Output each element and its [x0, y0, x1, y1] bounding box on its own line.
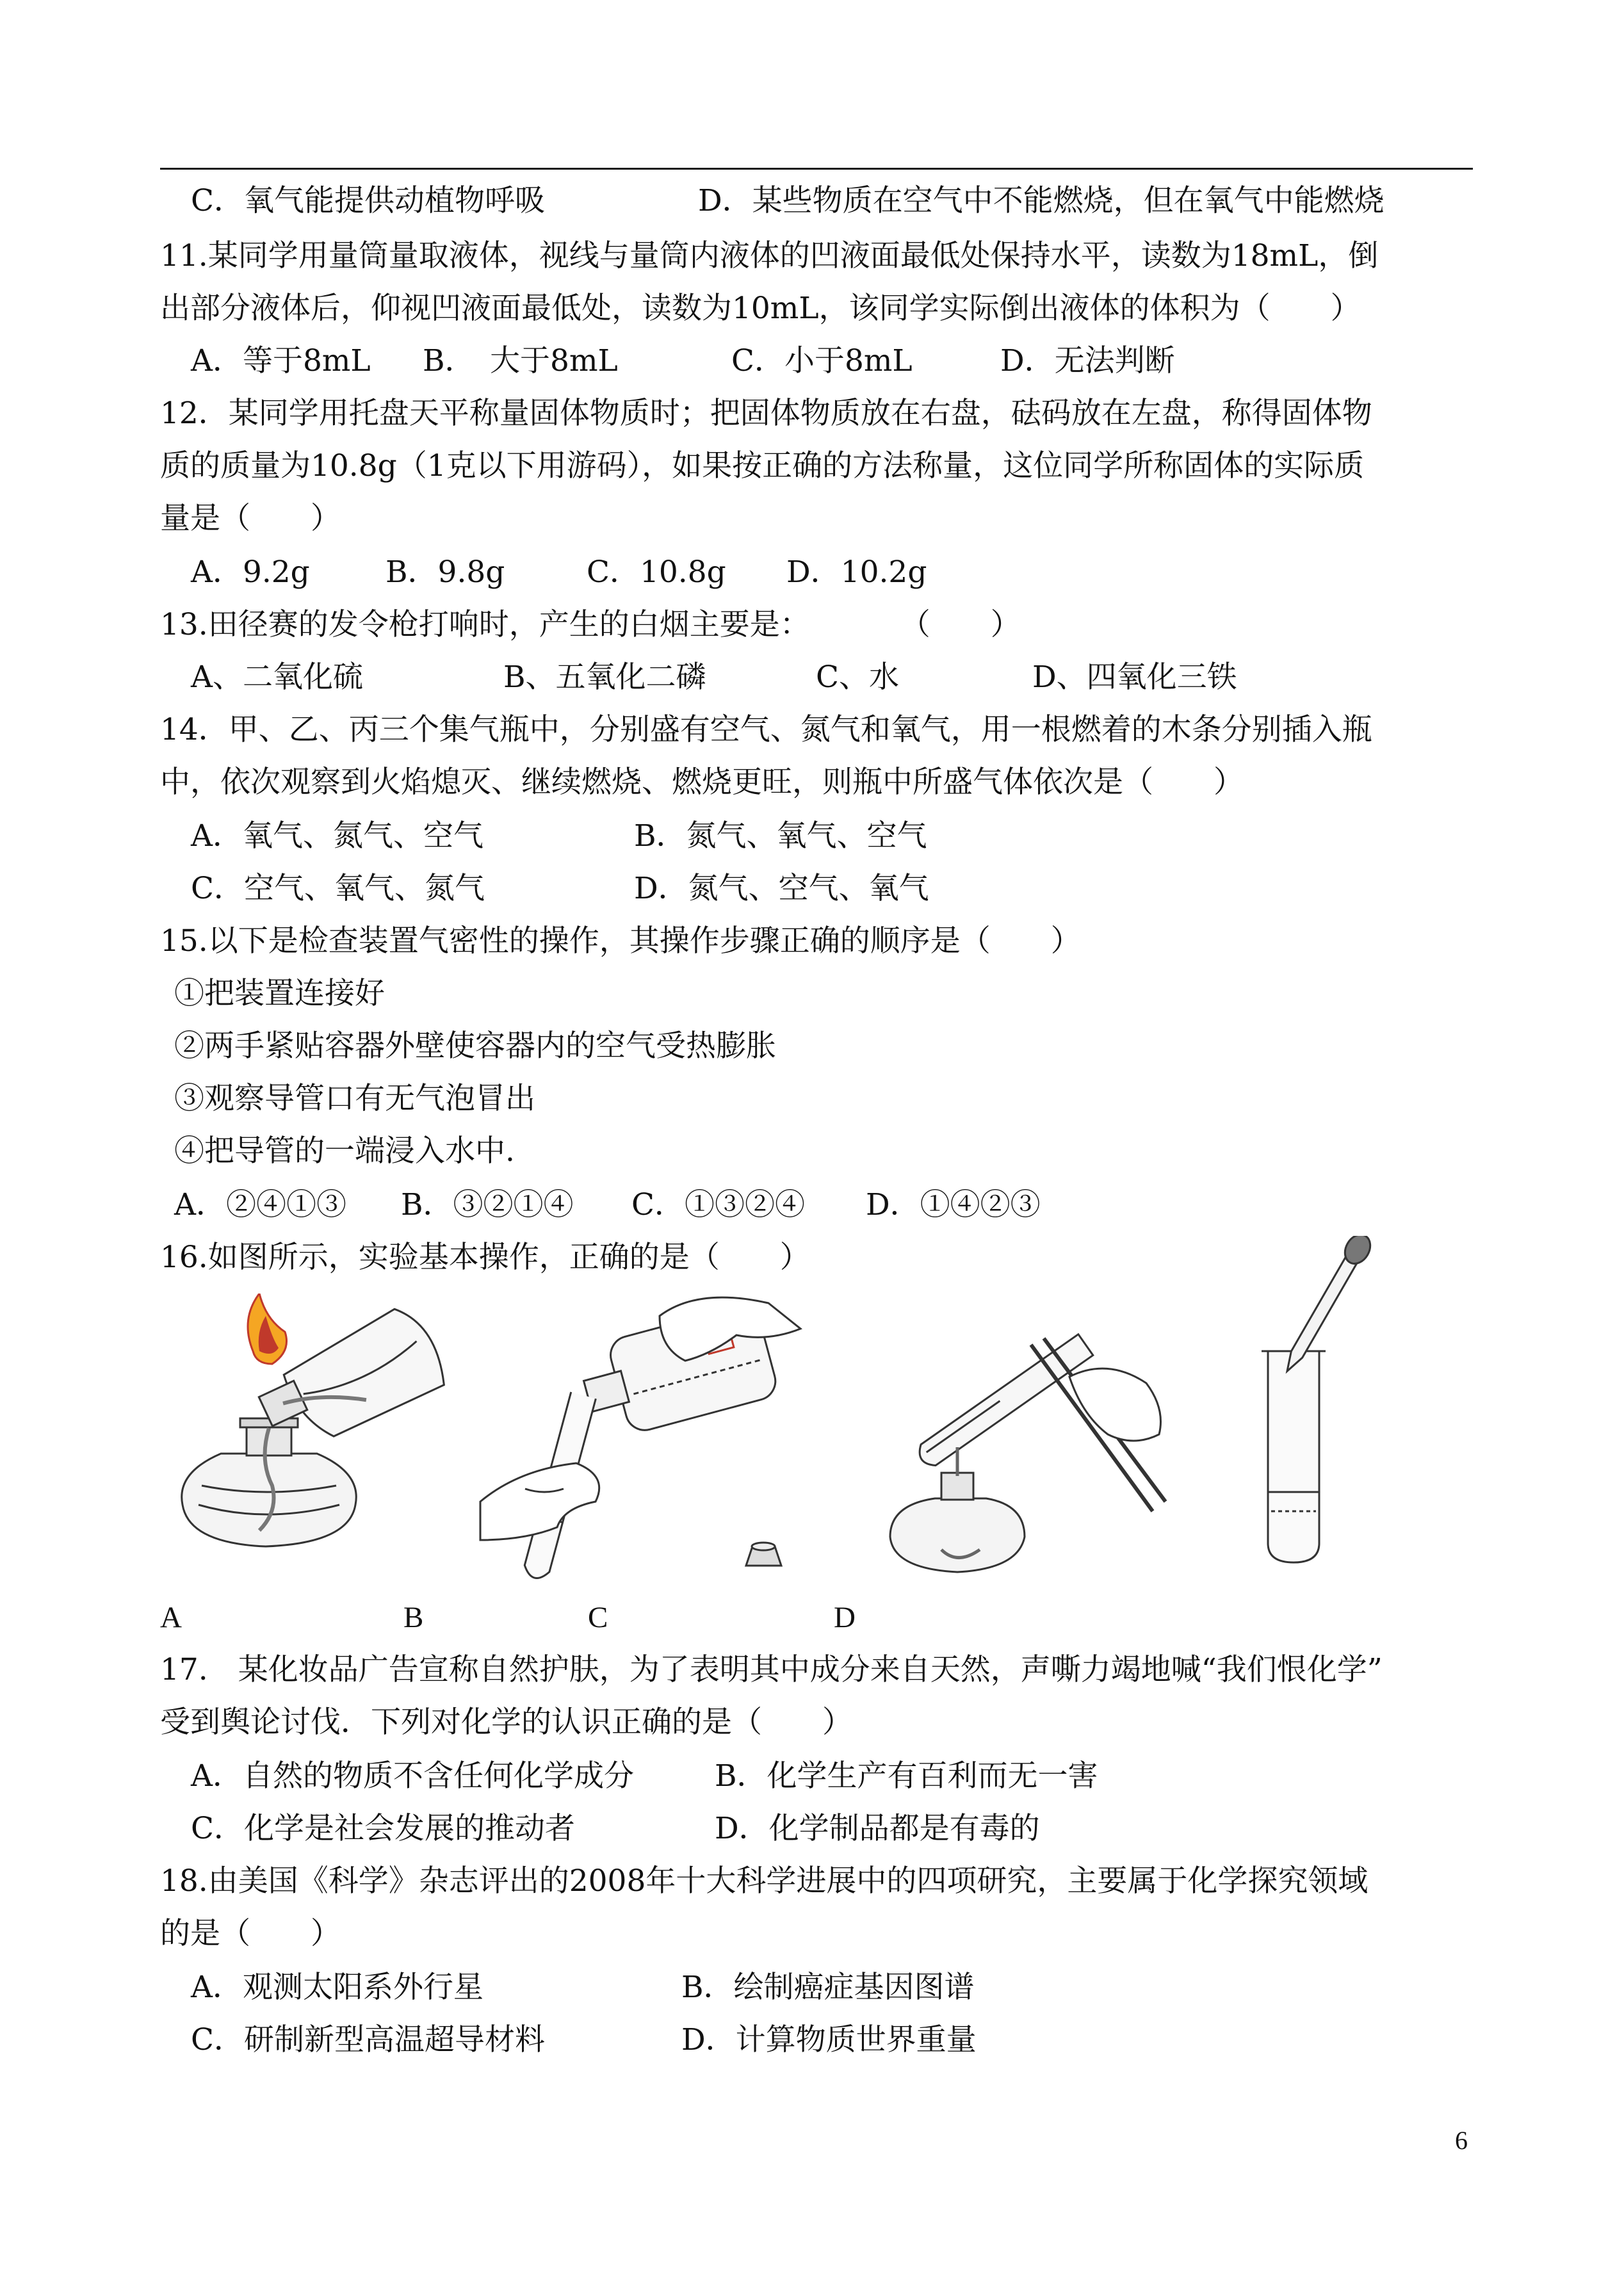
q12-stem-line2: 质的质量为10.8g（1克以下用游码），如果按正确的方法称量，这位同学所称固体的实际质 [160, 448, 1365, 483]
q16-figure-label-a: A [160, 1601, 182, 1634]
q15-step-3: ③观察导管口有无气泡冒出 [174, 1081, 535, 1116]
q17-stem-line1: 17. 某化妆品广告宣称自然护肤，为了表明其中成分来自天然，声嘶力竭地喊“我们恨化学” [160, 1652, 1383, 1687]
q15-step-1: ①把装置连接好 [174, 976, 385, 1011]
q18-option-b: B．绘制癌症基因图谱 [681, 1970, 975, 2005]
q15-stem: 15.以下是检查装置气密性的操作，其操作步骤正确的顺序是（ ） [160, 923, 1081, 959]
q12-option-a: A．9.2g [191, 555, 310, 590]
figure-b-pouring-liquid [467, 1290, 826, 1591]
q15-option-c: C．①③②④ [631, 1187, 805, 1222]
q11-stem-line1: 11.某同学用量筒量取液体，视线与量筒内液体的凹液面最低处保持水平，读数为18mL，倒 [160, 238, 1379, 273]
q13-option-b: B、五氧化二磷 [503, 660, 706, 695]
q10-option-d: D．某些物质在空气中不能燃烧，但在氧气中能燃烧 [698, 183, 1384, 218]
q14-stem-line2: 中，依次观察到火焰熄灭、继续燃烧、燃烧更旺，则瓶中所盛气体依次是（ ） [160, 765, 1244, 800]
q18-option-c: C．研制新型高温超导材料 [191, 2022, 545, 2057]
q10-option-c: C．氧气能提供动植物呼吸 [191, 183, 545, 218]
q12-option-c: C．10.8g [587, 555, 726, 590]
q16-figure-label-d: D [834, 1601, 856, 1634]
q11-option-c: C．小于8mL [731, 343, 913, 378]
q18-option-a: A．观测太阳系外行星 [191, 1970, 483, 2005]
figure-c-heating-test-tube [877, 1281, 1198, 1588]
q16-figure-label-c: C [588, 1601, 608, 1634]
q16-stem: 16.如图所示，实验基本操作，正确的是（ ） [160, 1240, 810, 1275]
page-number: 6 [1455, 2126, 1468, 2155]
q14-stem-line1: 14．甲、乙、丙三个集气瓶中，分别盛有空气、氮气和氧气，用一根燃着的木条分别插入瓶 [160, 712, 1372, 747]
q12-option-d: D．10.2g [786, 555, 927, 590]
q14-option-b: B．氮气、氧气、空气 [634, 818, 927, 854]
q11-stem-line2: 出部分液体后，仰视凹液面最低处，读数为10mL，该同学实际倒出液体的体积为（ ） [160, 291, 1361, 326]
q18-option-d: D．计算物质世界重量 [681, 2022, 977, 2057]
q17-option-b: B．化学生产有百利而无一害 [715, 1758, 1098, 1794]
q14-option-c: C．空气、氧气、氮气 [191, 871, 485, 906]
q13-stem: 13.田径赛的发令枪打响时，产生的白烟主要是： （ ） [160, 607, 1021, 642]
q11-option-a: A．等于8mL [191, 343, 371, 378]
q14-option-d: D．氮气、空气、氧气 [634, 871, 929, 906]
figure-d-dropper [1236, 1236, 1390, 1569]
q15-step-4: ④把导管的一端浸入水中. [174, 1133, 515, 1169]
q11-option-b: B． 大于8mL [423, 343, 618, 378]
q14-option-a: A．氧气、氮气、空气 [191, 818, 483, 854]
q17-stem-line2: 受到舆论讨伐．下列对化学的认识正确的是（ ） [160, 1705, 852, 1740]
q15-step-2: ②两手紧贴容器外壁使容器内的空气受热膨胀 [174, 1028, 776, 1064]
q12-option-b: B．9.8g [386, 555, 505, 590]
q12-stem-line1: 12．某同学用托盘天平称量固体物质时；把固体物质放在右盘，砝码放在左盘，称得固体物 [160, 396, 1372, 431]
q17-option-c: C．化学是社会发展的推动者 [191, 1811, 575, 1846]
q13-option-c: C、水 [816, 660, 899, 695]
q17-option-a: A．自然的物质不含任何化学成分 [191, 1758, 634, 1794]
q15-option-b: B．③②①④ [401, 1187, 574, 1222]
q18-stem-line1: 18.由美国《科学》杂志评出的2008年十大科学进展中的四项研究，主要属于化学探究领域 [160, 1863, 1368, 1899]
q16-figure-label-b: B [403, 1601, 424, 1634]
q12-stem-line3: 量是（ ） [160, 501, 341, 536]
q18-stem-line2: 的是（ ） [160, 1916, 341, 1951]
q11-option-d: D．无法判断 [1000, 343, 1175, 378]
figure-a-alcohol-lamp [163, 1293, 458, 1562]
q13-option-a: A、二氧化硫 [191, 660, 363, 695]
q17-option-d: D．化学制品都是有毒的 [715, 1811, 1040, 1846]
header-rule [160, 168, 1473, 170]
q13-option-d: D、四氧化三铁 [1032, 660, 1237, 695]
q15-option-d: D．①④②③ [866, 1187, 1041, 1222]
q15-option-a: A．②④①③ [174, 1187, 346, 1222]
